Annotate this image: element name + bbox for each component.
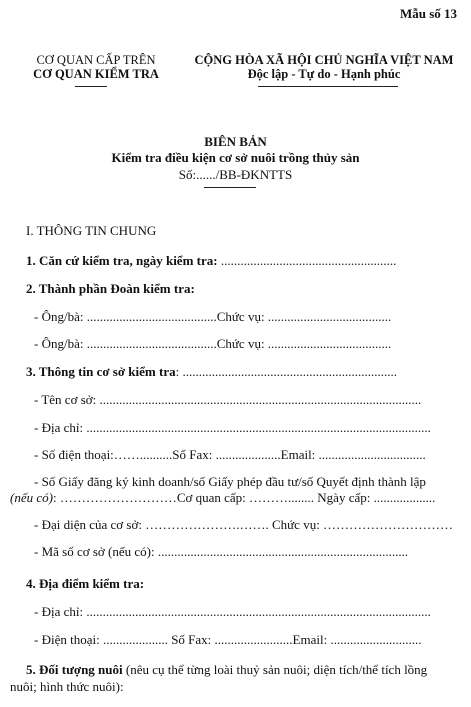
inspecting-agency: CƠ QUAN KIỂM TRA — [33, 67, 159, 81]
item-facility-info-field[interactable]: : .................................................................. — [175, 364, 397, 379]
facility-name-field[interactable]: - Tên cơ sở: ................................................................................................... — [34, 392, 422, 407]
license-line: - Số Giấy đăng ký kinh doanh/số Giấy phép đầu tư/số Quyết định thành lập — [34, 474, 426, 489]
item-inspection-team: 2. Thành phần Đoàn kiểm tra: — [26, 281, 195, 296]
facility-code-field[interactable]: - Mã số cơ sở (nếu có): ............................................................................. — [34, 544, 409, 559]
location-phone-fax-email[interactable]: - Điện thoại: .................... Số Fax: ........................Email: ............................ — [34, 632, 422, 647]
team-member-2[interactable]: - Ông/bà: ........................................Chức vụ: ...................................... — [34, 336, 392, 351]
motto-underline — [258, 86, 398, 87]
team-member-1[interactable]: - Ông/bà: ........................................Chức vụ: ...................................... — [34, 309, 392, 324]
agency-underline — [75, 86, 107, 87]
item-inspection-basis — [26, 253, 396, 269]
national-title: CỘNG HÒA XÃ HỘI CHỦ NGHĨA VIỆT NAM — [194, 53, 454, 67]
title-underline — [204, 187, 256, 188]
item-facility-info-label: 3. Thông tin cơ sở kiểm tra — [26, 364, 176, 379]
item-farming-subject-continued: nuôi; hình thức nuôi): — [10, 679, 124, 694]
item-farming-subject — [26, 662, 427, 678]
item-facility-info — [26, 364, 397, 380]
document-subtitle: Kiểm tra điều kiện cơ sở nuôi trồng thủy sản — [111, 150, 360, 165]
license-details[interactable] — [10, 490, 435, 506]
facility-phone-fax-email[interactable]: - Số điện thoại:……..........Số Fax: ....................Email: ................................. — [34, 447, 426, 462]
document-title: BIÊN BẢN — [204, 134, 267, 149]
item-farming-subject-label: 5. Đối tượng nuôi — [26, 662, 123, 677]
item-farming-subject-text: (nêu cụ thể từng loài thuỷ sản nuôi; diện tích/thể tích lồng — [122, 662, 428, 677]
representative-field[interactable]: - Đại diện của cơ sở: ………………….……. Chức vụ: ………………………… — [34, 517, 454, 532]
facility-address-field[interactable]: - Địa chỉ: .......................................................................................................... — [34, 420, 431, 435]
form-number: Mẫu số 13 — [399, 6, 457, 21]
document-number: Số:....../BB-ĐKNTTS — [178, 167, 293, 182]
section-general-info: I. THÔNG TIN CHUNG — [26, 223, 157, 238]
item-inspection-basis-label: 1. Căn cứ kiểm tra, ngày kiểm tra: — [26, 253, 218, 268]
item-inspection-basis-field[interactable]: ...................................................... — [220, 253, 397, 268]
license-details-field[interactable]: : ………………………Cơ quan cấp: ………........ Ngày cấp: ................... — [52, 490, 436, 505]
license-if-any: (nếu có) — [10, 490, 53, 505]
superior-agency: CƠ QUAN CẤP TRÊN — [36, 53, 156, 67]
location-address-field[interactable]: - Địa chỉ: .......................................................................................................... — [34, 604, 431, 619]
item-inspection-location: 4. Địa điểm kiểm tra: — [26, 576, 145, 591]
national-motto: Độc lập - Tự do - Hạnh phúc — [247, 67, 401, 81]
